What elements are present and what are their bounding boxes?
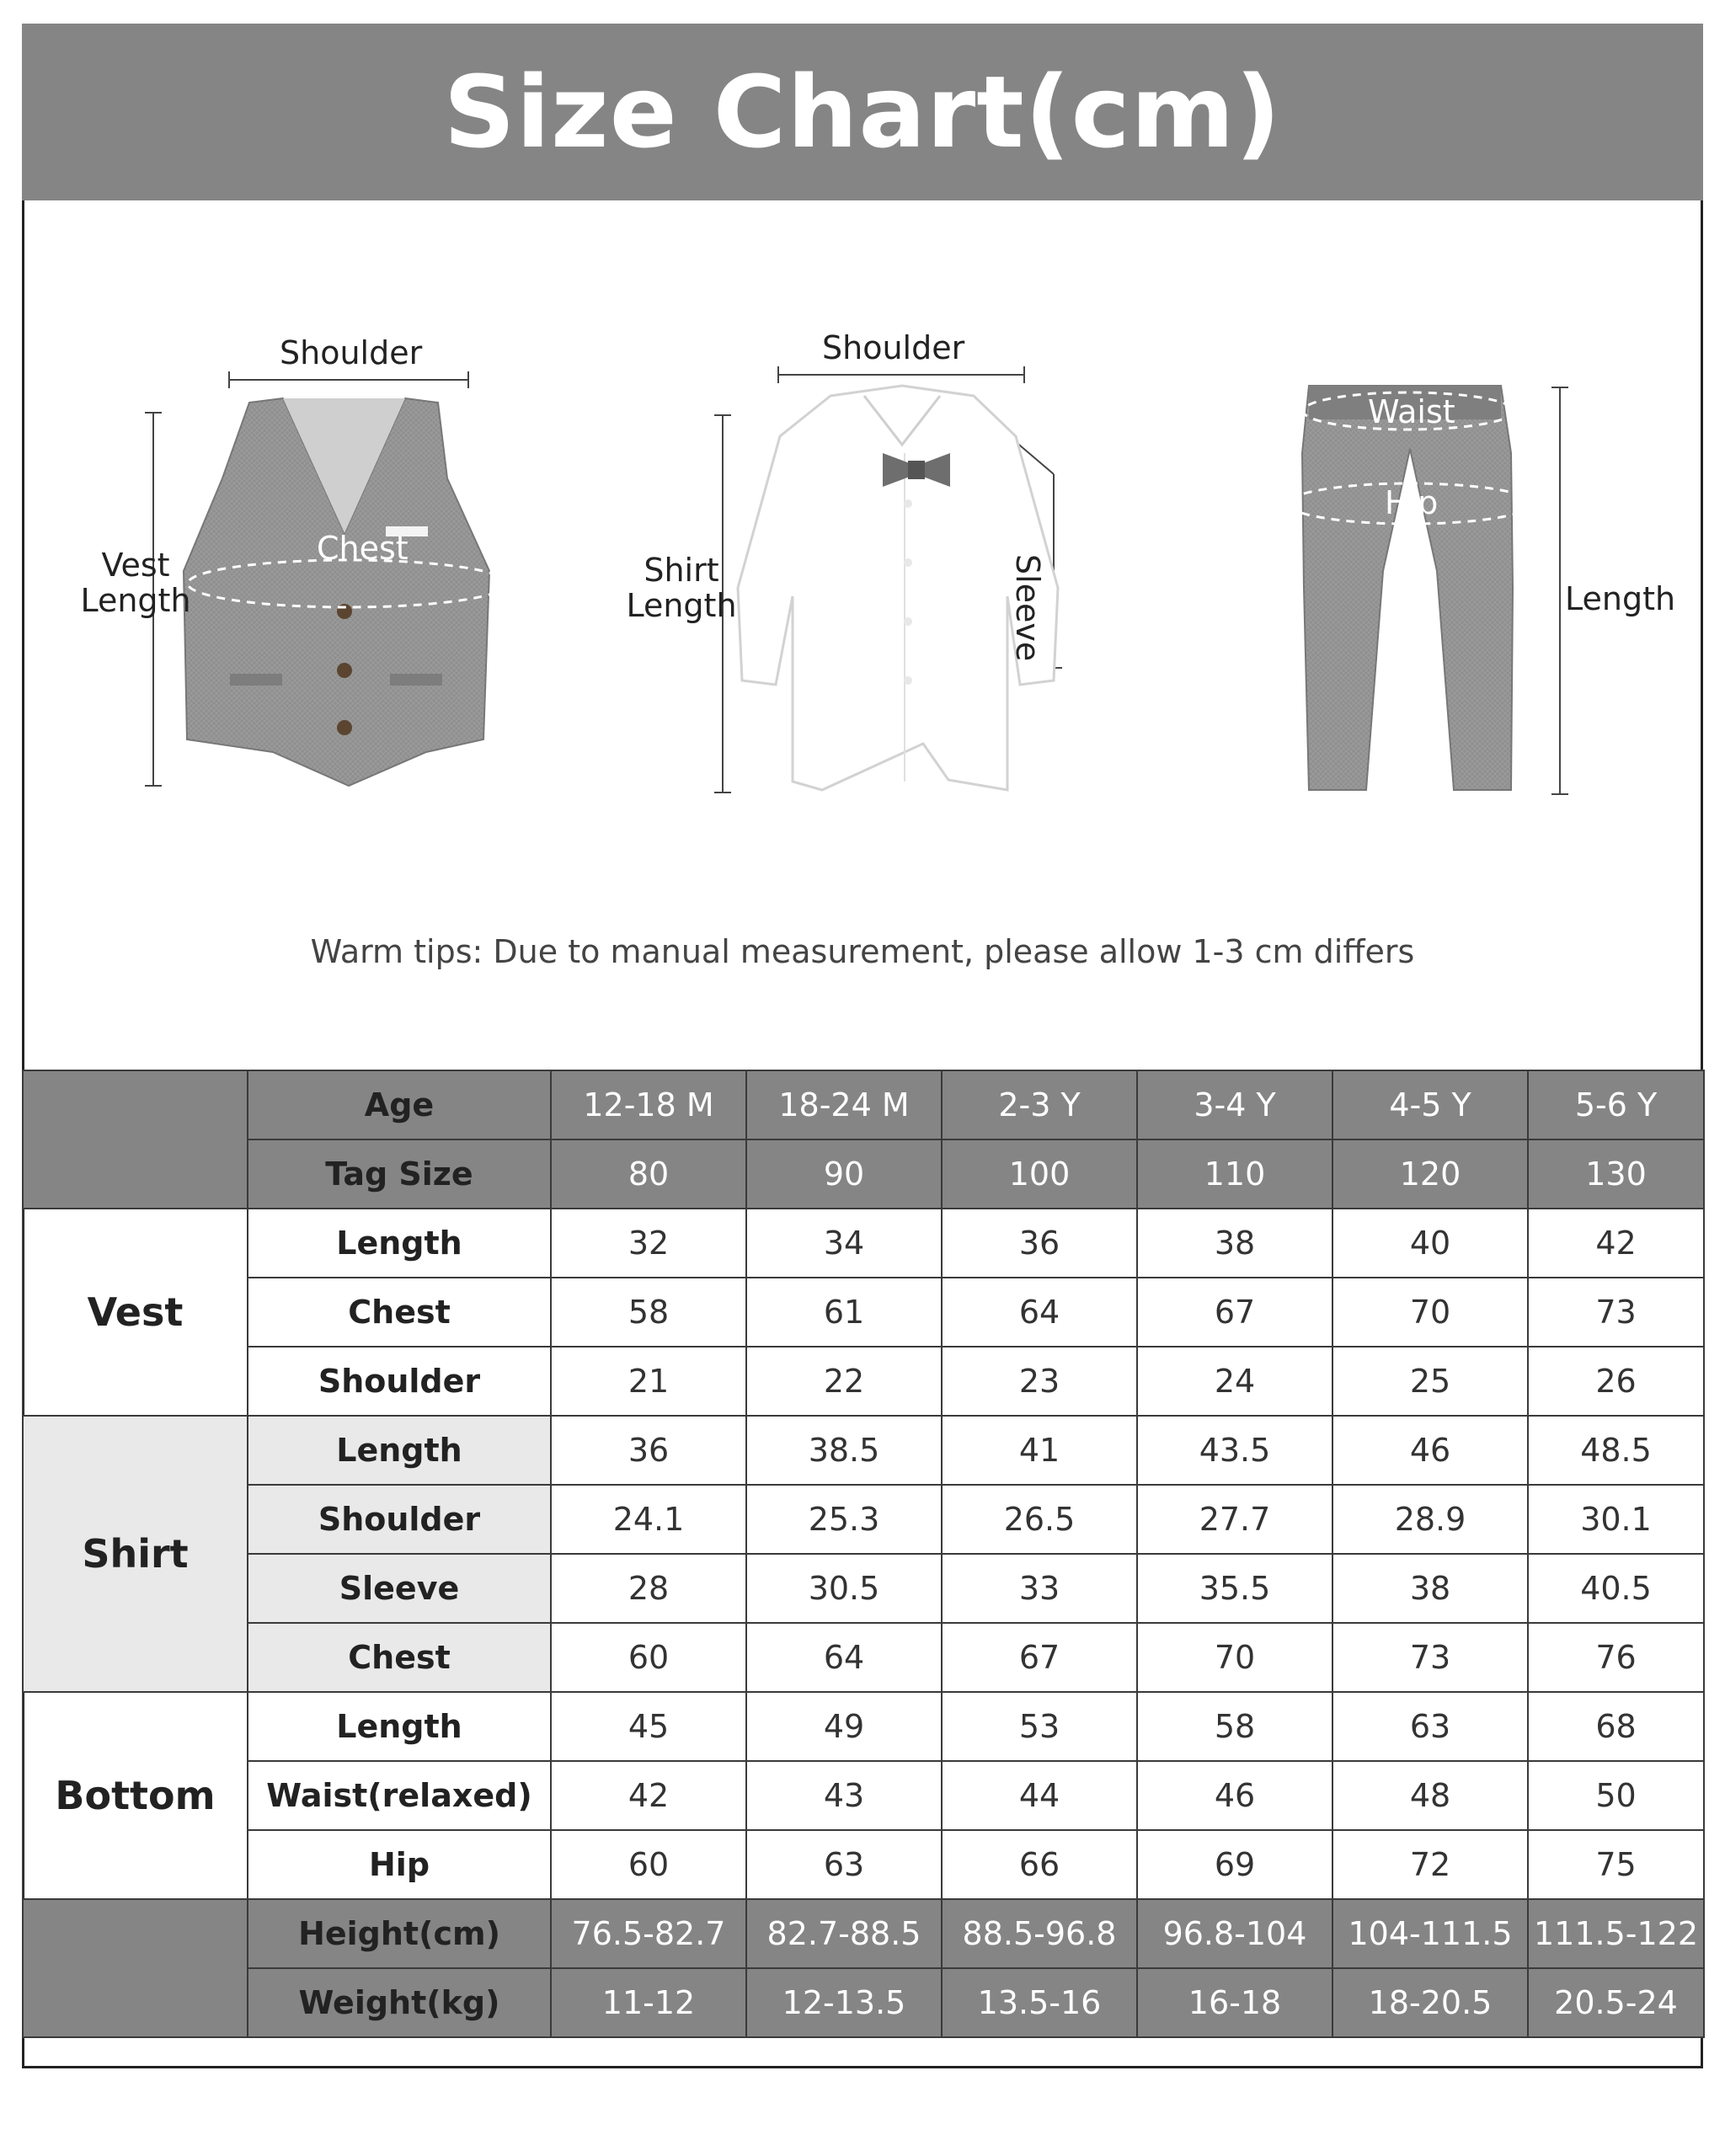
value-cell: 35.5	[1137, 1554, 1332, 1623]
row-label: Hip	[248, 1830, 551, 1899]
value-cell: 22	[746, 1347, 942, 1416]
pants-length-label: Length	[1565, 580, 1676, 617]
tag-cell: 80	[551, 1139, 746, 1209]
value-cell: 63	[746, 1830, 942, 1899]
warm-tips: Warm tips: Due to manual measurement, please allow 1-3 cm differs	[310, 933, 1415, 970]
row-label: Sleeve	[248, 1554, 551, 1623]
value-cell: 38	[1137, 1209, 1332, 1278]
row-label: Length	[248, 1692, 551, 1761]
value-cell: 40	[1332, 1209, 1528, 1278]
garment-drawings	[22, 200, 1703, 925]
table-row	[23, 1761, 1704, 1830]
weight-cell: 18-20.5	[1332, 1968, 1528, 2037]
height-cell: 111.5-122	[1528, 1899, 1704, 1968]
age-cell: 18-24 M	[746, 1070, 942, 1139]
value-cell: 63	[1332, 1692, 1528, 1761]
value-cell: 26.5	[942, 1485, 1137, 1554]
value-cell: 48	[1332, 1761, 1528, 1830]
value-cell: 32	[551, 1209, 746, 1278]
page-title: Size Chart(cm)	[443, 54, 1282, 170]
weight-cell: 16-18	[1137, 1968, 1332, 2037]
footer-corner	[23, 1899, 248, 2037]
value-cell: 58	[551, 1278, 746, 1347]
row-label: Shoulder	[248, 1347, 551, 1416]
tag-size-row	[23, 1139, 1704, 1209]
height-label: Height(cm)	[248, 1899, 551, 1968]
vest-drawing	[145, 371, 508, 786]
value-cell: 73	[1332, 1623, 1528, 1692]
value-cell: 64	[942, 1278, 1137, 1347]
table-row	[23, 1209, 1704, 1278]
weight-label: Weight(kg)	[248, 1968, 551, 2037]
value-cell: 42	[1528, 1209, 1704, 1278]
value-cell: 60	[551, 1830, 746, 1899]
shirt-length-label-1: Shirt	[644, 552, 719, 589]
value-cell: 75	[1528, 1830, 1704, 1899]
weight-cell: 12-13.5	[746, 1968, 942, 2037]
height-cell: 88.5-96.8	[942, 1899, 1137, 1968]
value-cell: 34	[746, 1209, 942, 1278]
value-cell: 27.7	[1137, 1485, 1332, 1554]
value-cell: 21	[551, 1347, 746, 1416]
row-label: Length	[248, 1209, 551, 1278]
title-banner	[22, 24, 1703, 200]
value-cell: 60	[551, 1623, 746, 1692]
header-corner	[23, 1070, 248, 1209]
age-cell: 4-5 Y	[1332, 1070, 1528, 1139]
value-cell: 25.3	[746, 1485, 942, 1554]
group-bottom: Bottom	[23, 1692, 248, 1899]
row-label: Waist(relaxed)	[248, 1761, 551, 1830]
value-cell: 41	[942, 1416, 1137, 1485]
row-label: Chest	[248, 1278, 551, 1347]
height-cell: 82.7-88.5	[746, 1899, 942, 1968]
value-cell: 72	[1332, 1830, 1528, 1899]
value-cell: 58	[1137, 1692, 1332, 1761]
value-cell: 42	[551, 1761, 746, 1830]
value-cell: 46	[1332, 1416, 1528, 1485]
value-cell: 44	[942, 1761, 1137, 1830]
value-cell: 67	[942, 1623, 1137, 1692]
value-cell: 50	[1528, 1761, 1704, 1830]
pants-waist-label: Waist	[1368, 393, 1455, 430]
value-cell: 30.1	[1528, 1485, 1704, 1554]
value-cell: 38.5	[746, 1416, 942, 1485]
value-cell: 70	[1137, 1623, 1332, 1692]
row-label: Chest	[248, 1623, 551, 1692]
vest-length-label-2: Length	[80, 582, 191, 619]
age-cell: 2-3 Y	[942, 1070, 1137, 1139]
table-row	[23, 1347, 1704, 1416]
value-cell: 38	[1332, 1554, 1528, 1623]
tag-cell: 90	[746, 1139, 942, 1209]
value-cell: 67	[1137, 1278, 1332, 1347]
value-cell: 28.9	[1332, 1485, 1528, 1554]
row-label: Length	[248, 1416, 551, 1485]
value-cell: 36	[942, 1209, 1137, 1278]
value-cell: 46	[1137, 1761, 1332, 1830]
shirt-length-label-2: Length	[626, 587, 737, 624]
group-vest: Vest	[23, 1209, 248, 1416]
value-cell: 49	[746, 1692, 942, 1761]
value-cell: 68	[1528, 1692, 1704, 1761]
value-cell: 40.5	[1528, 1554, 1704, 1623]
age-row	[23, 1070, 1704, 1139]
table-row	[23, 1830, 1704, 1899]
table-row	[23, 1278, 1704, 1347]
value-cell: 76	[1528, 1623, 1704, 1692]
tag-cell: 130	[1528, 1139, 1704, 1209]
shirt-shoulder-label: Shoulder	[822, 329, 965, 366]
value-cell: 66	[942, 1830, 1137, 1899]
table-row	[23, 1416, 1704, 1485]
value-cell: 36	[551, 1416, 746, 1485]
value-cell: 33	[942, 1554, 1137, 1623]
group-shirt: Shirt	[23, 1416, 248, 1692]
value-cell: 25	[1332, 1347, 1528, 1416]
height-cell: 104-111.5	[1332, 1899, 1528, 1968]
age-cell: 5-6 Y	[1528, 1070, 1704, 1139]
height-cell: 76.5-82.7	[551, 1899, 746, 1968]
value-cell: 26	[1528, 1347, 1704, 1416]
weight-cell: 13.5-16	[942, 1968, 1137, 2037]
tag-cell: 100	[942, 1139, 1137, 1209]
tag-cell: 110	[1137, 1139, 1332, 1209]
height-cell: 96.8-104	[1137, 1899, 1332, 1968]
value-cell: 53	[942, 1692, 1137, 1761]
value-cell: 64	[746, 1623, 942, 1692]
value-cell: 24	[1137, 1347, 1332, 1416]
value-cell: 30.5	[746, 1554, 942, 1623]
age-label: Age	[248, 1070, 551, 1139]
weight-row	[23, 1968, 1704, 2037]
pants-hip-label: Hip	[1385, 484, 1439, 521]
height-row	[23, 1899, 1704, 1968]
value-cell: 45	[551, 1692, 746, 1761]
size-table	[22, 1070, 1705, 2038]
table-row	[23, 1623, 1704, 1692]
vest-shoulder-label: Shoulder	[280, 334, 423, 371]
value-cell: 48.5	[1528, 1416, 1704, 1485]
table-row	[23, 1692, 1704, 1761]
shirt-sleeve-label: Sleeve	[1009, 554, 1046, 662]
table-row	[23, 1554, 1704, 1623]
age-cell: 3-4 Y	[1137, 1070, 1332, 1139]
value-cell: 43.5	[1137, 1416, 1332, 1485]
tag-size-label: Tag Size	[248, 1139, 551, 1209]
value-cell: 23	[942, 1347, 1137, 1416]
row-label: Shoulder	[248, 1485, 551, 1554]
vest-length-label-1: Vest	[101, 547, 170, 584]
value-cell: 43	[746, 1761, 942, 1830]
weight-cell: 11-12	[551, 1968, 746, 2037]
vest-chest-label: Chest	[317, 530, 409, 567]
tag-cell: 120	[1332, 1139, 1528, 1209]
age-cell: 12-18 M	[551, 1070, 746, 1139]
weight-cell: 20.5-24	[1528, 1968, 1704, 2037]
value-cell: 24.1	[551, 1485, 746, 1554]
value-cell: 73	[1528, 1278, 1704, 1347]
value-cell: 28	[551, 1554, 746, 1623]
table-row	[23, 1485, 1704, 1554]
value-cell: 61	[746, 1278, 942, 1347]
pants-drawing	[1288, 386, 1568, 794]
value-cell: 70	[1332, 1278, 1528, 1347]
value-cell: 69	[1137, 1830, 1332, 1899]
